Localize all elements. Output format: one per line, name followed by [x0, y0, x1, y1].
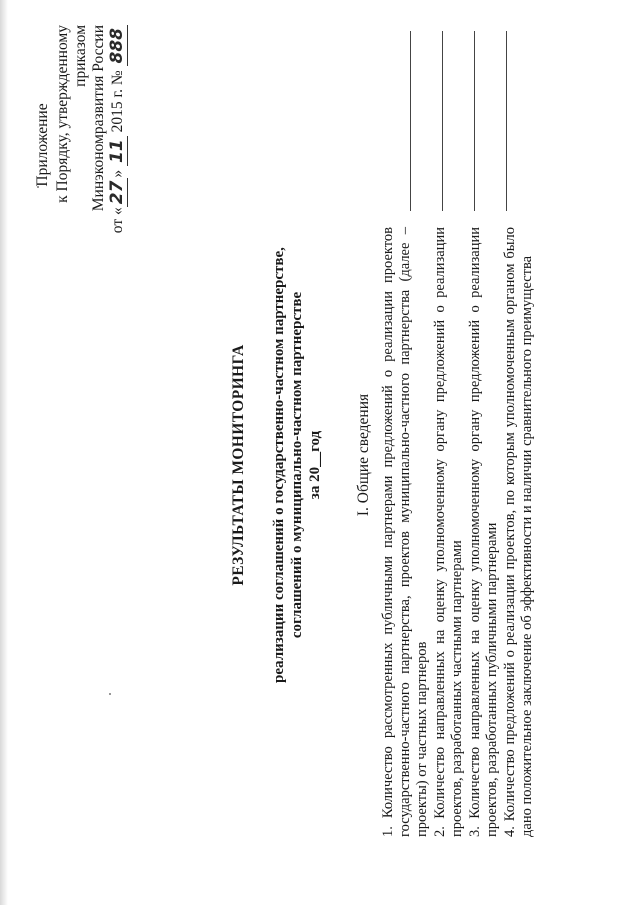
- appendix-date-line: [108, 25, 127, 265]
- date-prefix: от «: [109, 207, 126, 234]
- section-title: I. Общие сведения: [355, 393, 372, 517]
- answer-line: [474, 31, 475, 211]
- title-main: РЕЗУЛЬТАТЫ МОНИТОРИНГА: [230, 344, 247, 586]
- title-line-1: реализации соглашений о государственно-частном партнерстве,: [271, 247, 287, 683]
- document-title: [230, 185, 324, 745]
- answer-lines: [410, 31, 538, 211]
- list-item: 4. Количество предложений о реализации проектов, по которым уполномоченным органом было дано положительное заключение об эффективности и наличии сравнительного преимущества: [502, 227, 535, 837]
- date-month-handwritten: 11: [107, 136, 128, 166]
- appendix-block: [34, 25, 127, 265]
- title-line-3: за 20__год: [307, 430, 323, 500]
- date-mid: »: [109, 169, 126, 178]
- appendix-line-2: Минэкономразвития России: [90, 25, 107, 212]
- answer-line: [410, 31, 411, 211]
- appendix-line-1: к Порядку, утвержденному приказом: [54, 25, 89, 203]
- title-line-2: соглашений о муниципально-частном партнерстве: [289, 291, 305, 639]
- list-item: 2. Количество направленных на оценку уполномоченному органу предложений о реализации проектов, разработанных частными партнерами: [432, 227, 465, 837]
- order-number-handwritten: 888: [107, 25, 128, 67]
- date-day-handwritten: 27: [107, 178, 128, 208]
- list-item: 3. Количество направленных на оценку уполномоченному органу предложений о реализации проектов, разработанных публичными партнерами: [467, 227, 500, 837]
- answer-line: [442, 31, 443, 211]
- date-year: 2015 г. №: [109, 70, 126, 133]
- answer-line: [506, 31, 507, 211]
- item-list: [380, 227, 537, 837]
- appendix-heading: Приложение: [34, 103, 51, 187]
- list-item: 1. Количество рассмотренных публичными партнерами предложений о реализации проектов государственно-частного партнерства, проектов муниципально-частного партнерства (далее – проекты) от частных партнеров: [380, 227, 430, 837]
